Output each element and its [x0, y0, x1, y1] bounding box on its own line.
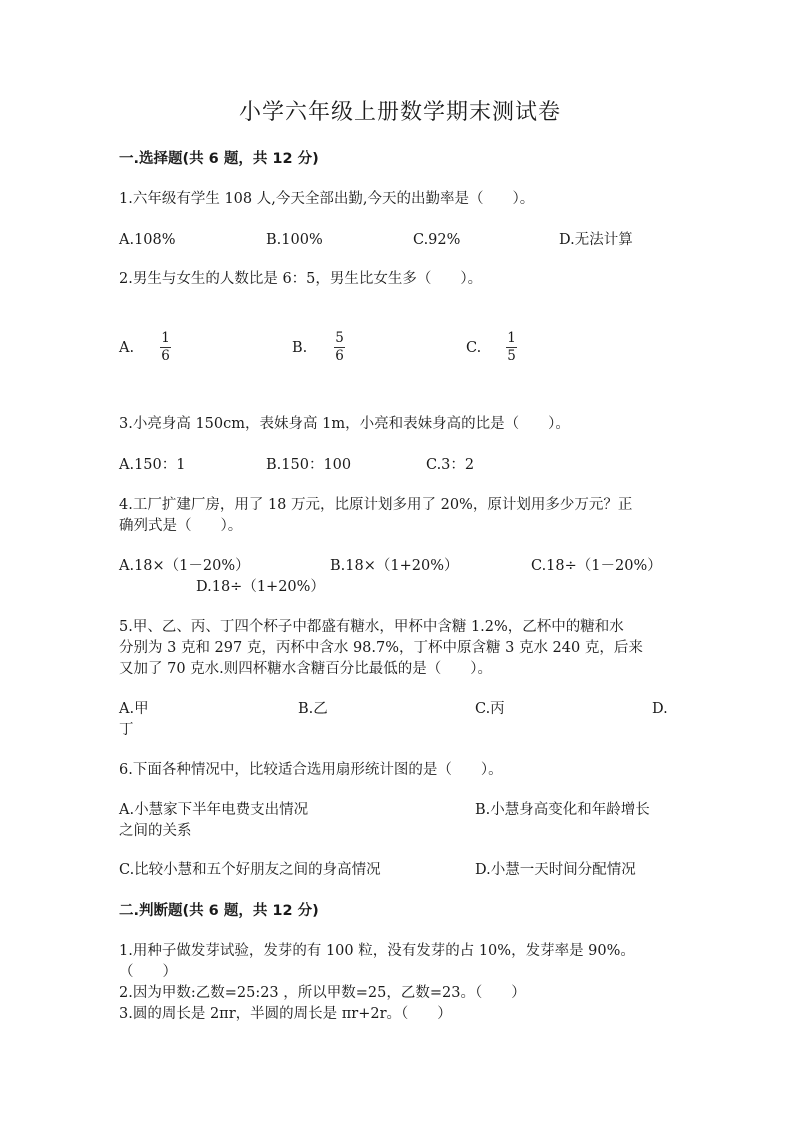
q1-option-b: B.100% [266, 232, 323, 248]
q5-option-b: B.乙 [298, 701, 328, 717]
fraction-denominator: 6 [335, 348, 344, 364]
q2-option-c-fraction [506, 331, 517, 364]
fraction-numerator: 1 [161, 330, 170, 346]
q3-option-c: C.3：2 [426, 457, 475, 473]
q4-option-b: B.18×（1+20%） [330, 558, 459, 574]
question-1-text: 1.六年级有学生 108 人,今天全部出勤,今天的出勤率是（ ）。 [119, 191, 535, 207]
q5-option-c: C.丙 [475, 701, 505, 717]
q3-option-a: A.150：1 [119, 457, 186, 473]
q2-option-a-fraction [160, 331, 171, 364]
q2-option-c-label: C. [466, 340, 482, 356]
q2-option-a-label: A. [119, 340, 135, 356]
q4-option-d: D.18÷（1+20%） [196, 579, 325, 595]
q6-option-c: C.比较小慧和五个好朋友之间的身高情况 [119, 862, 381, 878]
q2-option-b-label: B. [292, 340, 308, 356]
question-2-text: 2.男生与女生的人数比是 6：5，男生比女生多（ ）。 [119, 271, 483, 287]
fraction-denominator: 6 [161, 348, 170, 364]
question-4-line-2: 确列式是（ ）。 [119, 518, 243, 534]
fraction-denominator: 5 [507, 348, 516, 364]
q1-option-d: D.无法计算 [559, 232, 633, 248]
q1-option-a: A.108% [119, 232, 176, 248]
q3-option-b: B.150：100 [266, 457, 352, 473]
q6-option-d: D.小慧一天时间分配情况 [475, 862, 636, 878]
section-heading-true-false: 二.判断题(共 6 题，共 12 分) [119, 903, 319, 919]
question-5-line-3: 又加了 70 克水.则四杯糖水含糖百分比最低的是（ ）。 [119, 661, 493, 677]
page-title: 小学六年级上册数学期末测试卷 [238, 100, 561, 125]
question-5-line-2: 分别为 3 克和 297 克，丙杯中含水 98.7%，丁杯中原含糖 3 克水 240 克，后来 [119, 640, 643, 656]
question-5-line-1: 5.甲、乙、丙、丁四个杯子中都盛有糖水，甲杯中含糖 1.2%，乙杯中的糖和水 [119, 619, 624, 635]
tf-question-3: 3.圆的周长是 2πr，半圆的周长是 πr+2r。（ ） [119, 1006, 452, 1022]
question-4-line-1: 4.工厂扩建厂房，用了 18 万元，比原计划多用了 20%，原计划用多少万元？正 [119, 497, 633, 513]
question-3-text: 3.小亮身高 150cm，表妹身高 1m，小亮和表妹身高的比是（ ）。 [119, 416, 570, 432]
q6-option-b: B.小慧身高变化和年龄增长 [475, 802, 650, 818]
section-heading-choice: 一.选择题(共 6 题，共 12 分) [119, 151, 319, 167]
q1-option-c: C.92% [413, 232, 461, 248]
fraction-numerator: 5 [335, 330, 344, 346]
tf-question-1-line-2: （ ） [119, 964, 177, 980]
q2-option-b-fraction [334, 331, 345, 364]
q6-option-b-continued: 之间的关系 [119, 823, 192, 839]
fraction-numerator: 1 [507, 330, 516, 346]
q5-option-a: A.甲 [119, 701, 149, 717]
tf-question-2: 2.因为甲数:乙数=25:23 ，所以甲数=25，乙数=23。（ ） [119, 985, 526, 1001]
q5-option-d-label: D. [652, 701, 668, 717]
q6-option-a: A.小慧家下半年电费支出情况 [119, 802, 309, 818]
q4-option-a: A.18×（1－20%） [119, 558, 250, 574]
q5-option-d-text: 丁 [119, 722, 134, 738]
q4-option-c: C.18÷（1－20%） [531, 558, 662, 574]
question-6-text: 6.下面各种情况中，比较适合选用扇形统计图的是（ ）。 [119, 762, 503, 778]
tf-question-1-line-1: 1.用种子做发芽试验，发芽的有 100 粒，没有发芽的占 10%，发芽率是 90%。 [119, 943, 635, 959]
